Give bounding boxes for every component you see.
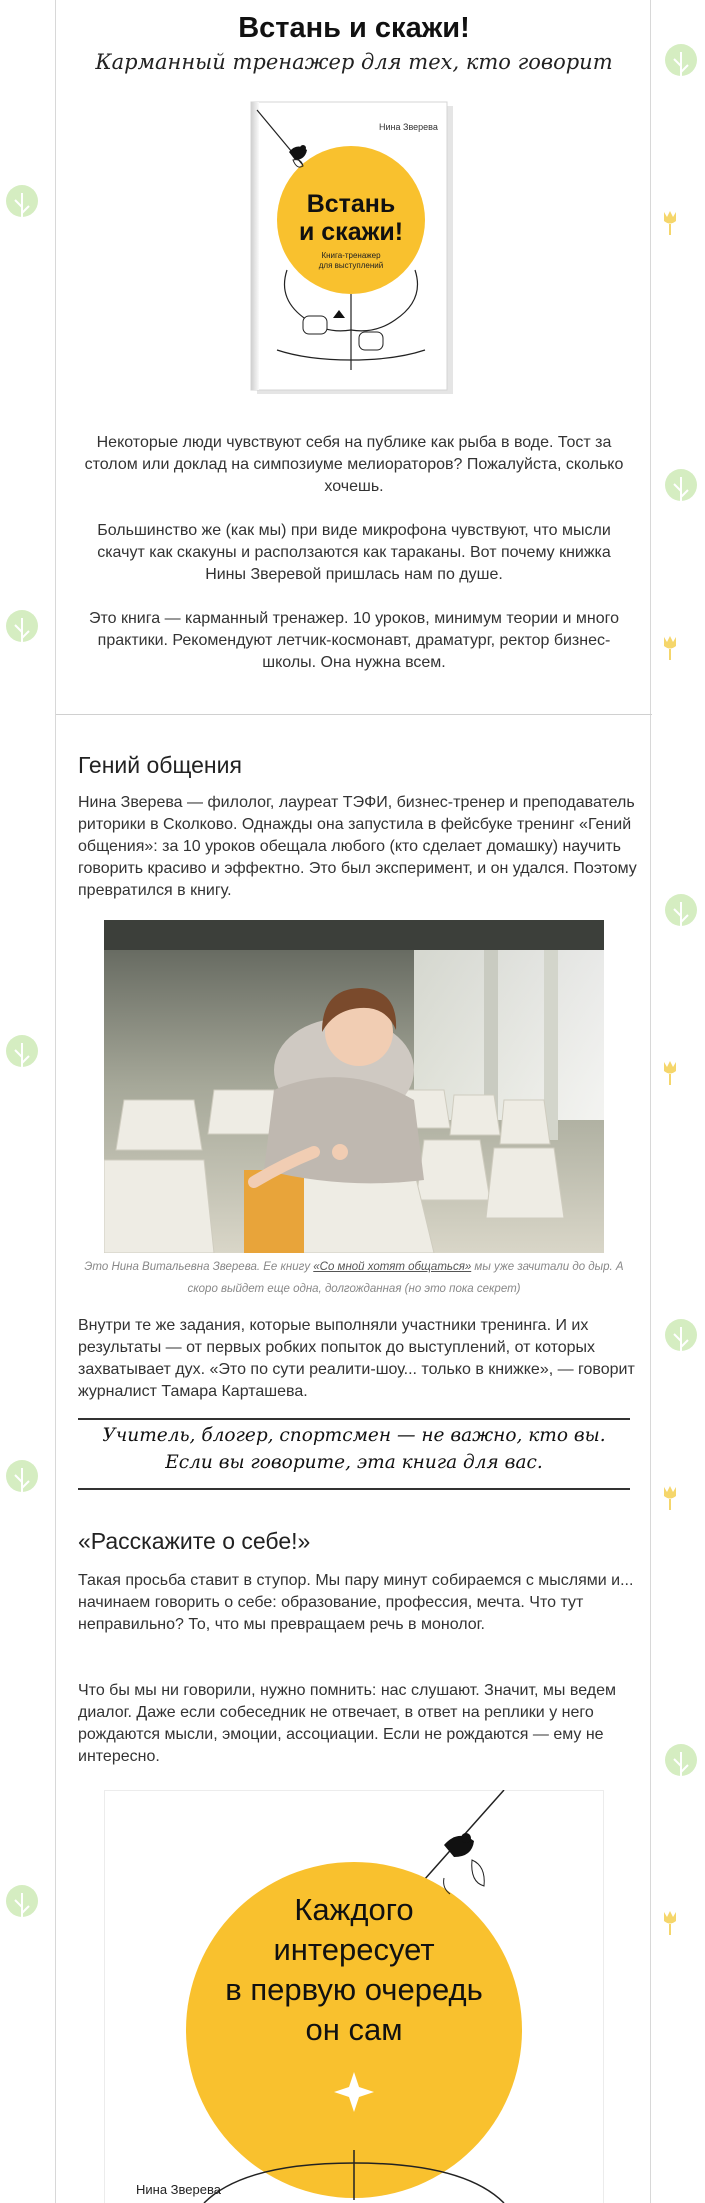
tree-icon xyxy=(3,183,41,235)
intro-paragraph-1: Некоторые люди чувствуют себя на публике как рыба в воде. Тост за столом или доклад на симпозиуме мелиораторов? Пожалуйста, сколько хочешь. xyxy=(84,434,624,495)
pull-quote: Учитель, блогер, спортсмен — не важно, кто вы. Если вы говорите, эта книга для вас. xyxy=(102,1425,606,1473)
tree-icon xyxy=(662,1317,700,1369)
cover-title-line2: и скажи! xyxy=(298,218,404,246)
illustration-line3: в первую очередь xyxy=(225,1972,483,2007)
book-cover-image[interactable] xyxy=(247,100,459,396)
flower-icon xyxy=(660,1483,680,1511)
flower-icon xyxy=(660,1058,680,1086)
left-margin-decoration xyxy=(0,0,55,2203)
right-margin-decoration xyxy=(650,0,705,2203)
cover-title-line1: Встань xyxy=(306,190,396,218)
tree-icon xyxy=(662,467,700,519)
tree-icon xyxy=(3,608,41,660)
page-title: Встань и скажи! xyxy=(238,12,470,44)
quote-top-rule xyxy=(78,1418,630,1420)
tree-icon xyxy=(662,42,700,94)
author-photo xyxy=(104,920,604,1253)
caption-text-start: Это Нина Витальевна Зверева. Ее книгу xyxy=(84,1261,314,1273)
content-column xyxy=(55,0,651,2203)
caption-text-end: мы уже зачитали до дыр. А скоро выйдет еще одна, долгожданная (но это пока секрет) xyxy=(187,1261,624,1295)
intro-paragraph-3: Это книга — карманный тренажер. 10 уроков, минимум теории и много практики. Рекомендуют летчик-космонавт, драматург, ректор бизнес-школы. Она нужна всем. xyxy=(88,610,620,671)
illustration-author: Нина Зверева xyxy=(136,2182,221,2197)
tree-icon xyxy=(3,1458,41,1510)
section-heading-genius: Гений общения xyxy=(78,752,242,778)
section-divider xyxy=(56,714,652,715)
illustration-line1: Каждого xyxy=(294,1892,414,1927)
tree-icon xyxy=(3,1883,41,1935)
flower-icon xyxy=(660,208,680,236)
flower-icon xyxy=(660,633,680,661)
tree-icon xyxy=(662,892,700,944)
illustration-line4: он сам xyxy=(305,2012,403,2047)
tree-icon xyxy=(3,1033,41,1085)
flower-icon xyxy=(660,1908,680,1936)
photo-caption xyxy=(76,1256,632,1300)
page-subtitle: Карманный тренажер для тех, кто говорит xyxy=(95,50,613,74)
cover-tagline-line1: Книга-тренажер xyxy=(321,251,381,260)
cover-tagline-line2: для выступлений xyxy=(318,261,384,270)
section-heading-tell-about-yourself: «Расскажите о себе!» xyxy=(78,1528,311,1554)
quote-bottom-rule xyxy=(78,1488,630,1490)
section1-paragraph-1: Нина Зверева — филолог, лауреат ТЭФИ, бизнес-тренер и преподаватель риторики в Сколково. Однажды она запустила в фейсбуке тренинг «Гений общения»: за 10 уроков обещала любого (кто сделает домашку) научить говорить красиво и эффектно. Это был эксперимент, и он удался. Поэтому превратился в книгу. xyxy=(78,794,637,899)
tree-icon xyxy=(662,1742,700,1794)
section2-paragraph-1: Такая просьба ставит в ступор. Мы пару минут собираемся с мыслями и... начинаем говорить о себе: образование, профессия, мечта. Что тут неправильно? То, что мы превращаем речь в монолог. xyxy=(78,1572,634,1633)
illustration-line2: интересует xyxy=(273,1932,435,1967)
cover-author: Нина Зверева xyxy=(379,122,438,132)
quote-illustration xyxy=(104,1790,604,2203)
intro-paragraph-2: Большинство же (как мы) при виде микрофона чувствуют, что мысли скачут как скакуны и расползаются как тараканы. Вот почему книжка Нины Зверевой пришлась нам по душе. xyxy=(97,522,611,583)
section2-paragraph-2: Что бы мы ни говорили, нужно помнить: нас слушают. Значит, мы ведем диалог. Даже если собеседник не отвечает, в ответ на реплики у него рождаются мысли, эмоции, ассоциации. Если не рождаются — ему не интересно. xyxy=(78,1682,616,1765)
section1-paragraph-2: Внутри те же задания, которые выполняли участники тренинга. И их результаты — от первых робких попыток до выступлений, от которых захватывает дух. «Это по сути реалити-шоу... только в книжке», — говорит журналист Тамара Карташева. xyxy=(78,1317,635,1400)
book-link[interactable]: «Со мной хотят общаться» xyxy=(313,1261,472,1273)
